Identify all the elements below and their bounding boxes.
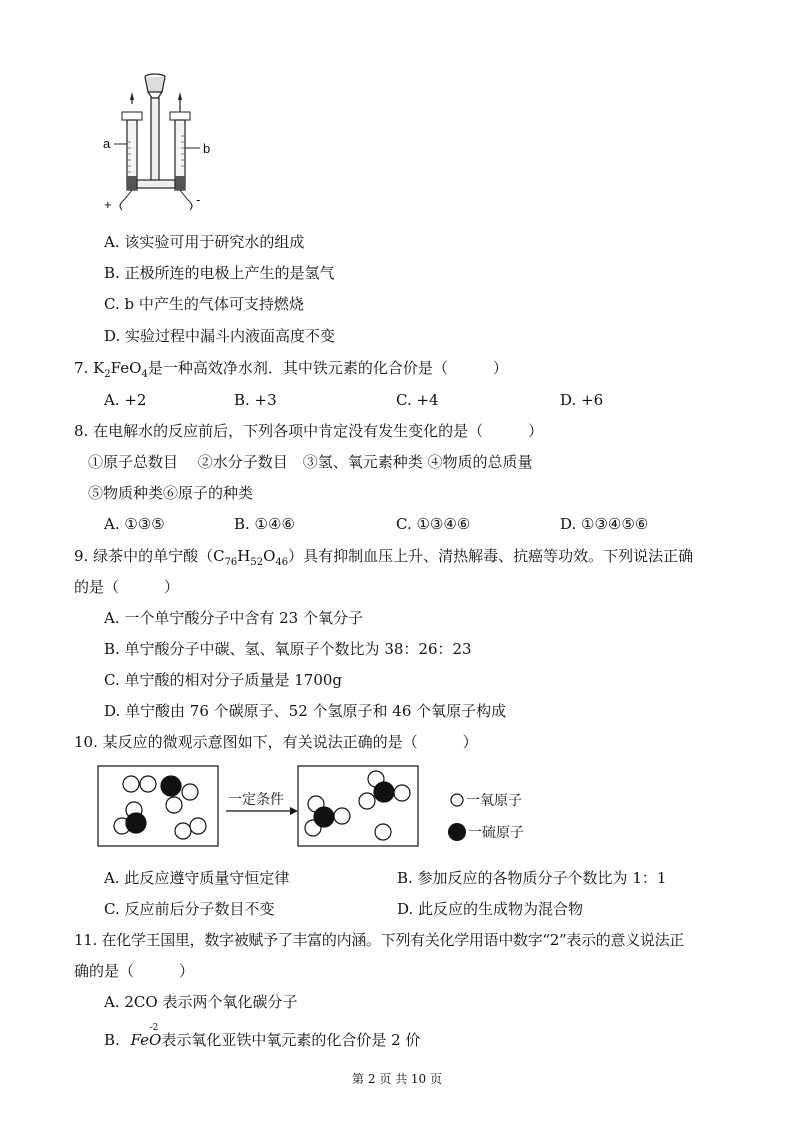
- legend-sulfur-marker: [448, 823, 466, 841]
- q11-stem-line1: 11. 在化学王国里，数字被赋予了丰富的内涵。下列有关化学用语中数字“2”表示的意义说法正: [74, 931, 685, 949]
- q7-option-b: B. +3: [234, 391, 277, 409]
- q10-option-a: A. 此反应遵守质量守恒定律: [104, 869, 290, 887]
- q9-stem-h: H: [237, 547, 251, 565]
- q9-sub-o: 46: [275, 557, 289, 568]
- q9-stem-line2: 的是（ ）: [74, 578, 180, 596]
- q9-sub-h: 52: [250, 557, 264, 568]
- q7-option-d: D. +6: [560, 391, 604, 409]
- q10-stem: 10. 某反应的微观示意图如下，有关说法正确的是（ ）: [74, 733, 478, 751]
- q11-stem-line2: 确的是（ ）: [74, 962, 195, 980]
- q9-sub-c: 76: [224, 557, 238, 568]
- reaction-condition-label: 一定条件: [228, 791, 284, 807]
- q8-option-d: D. ①③④⑤⑥: [560, 515, 649, 533]
- q6-option-a: A. 该实验可用于研究水的组成: [104, 233, 305, 251]
- q7-sub2: 4: [141, 369, 148, 380]
- q8-option-c: C. ①③④⑥: [396, 515, 471, 533]
- apparatus-label-plus: +: [104, 197, 112, 212]
- q10-option-b: B. 参加反应的各物质分子个数比为 1：1: [397, 869, 667, 887]
- apparatus-label-minus: -: [196, 192, 201, 207]
- q8-statements-line2: ⑤物质种类⑥原子的种类: [88, 484, 254, 502]
- q11-option-a: A. 2CO 表示两个氧化碳分子: [104, 993, 298, 1011]
- q9-option-d: D. 单宁酸由 76 个碳原子、52 个氢原子和 46 个氧原子构成: [104, 702, 507, 720]
- apparatus-label-b: b: [203, 141, 211, 156]
- q8-statements-line1: ①原子总数目 ②水分子数目 ③氢、氧元素种类 ④物质的总质量: [88, 453, 533, 471]
- q11-option-b: [104, 1023, 421, 1050]
- q7-stem-num: 7. K: [74, 359, 105, 377]
- apparatus-label-a: a: [103, 136, 111, 151]
- electrolysis-apparatus-figure: [96, 68, 226, 224]
- legend-oxygen-label: 一氧原子: [466, 792, 522, 808]
- q11-option-b-formula: FeO: [130, 1031, 162, 1049]
- page-footer: 第 2 页 共 10 页: [352, 1072, 442, 1086]
- q9-option-a: A. 一个单宁酸分子中含有 23 个氧分子: [104, 609, 363, 627]
- q7-option-a: A. +2: [104, 391, 147, 409]
- q6-option-c: C. b 中产生的气体可支持燃烧: [104, 295, 304, 313]
- q7-stem-mid: FeO: [110, 359, 142, 377]
- q6-option-d: D. 实验过程中漏斗内液面高度不变: [104, 327, 336, 345]
- q10-option-d: D. 此反应的生成物为混合物: [397, 900, 584, 918]
- q9-stem-a: 9. 绿茶中的单宁酸（C: [74, 547, 225, 565]
- q9-stem: [74, 546, 693, 573]
- legend-oxygen-marker: [451, 794, 463, 806]
- q11-option-b-formula-wrap: [130, 1023, 162, 1050]
- q7-stem: [74, 358, 508, 385]
- q11-option-b-charge: -2: [149, 1023, 159, 1033]
- q7-option-c: C. +4: [396, 391, 439, 409]
- q8-option-b: B. ①④⑥: [234, 515, 295, 533]
- reaction-micro-diagram: [96, 764, 556, 850]
- q11-option-b-text: 表示氧化亚铁中氧元素的化合价是 2 价: [161, 1031, 421, 1049]
- q7-stem-rest: 是一种高效净水剂．其中铁元素的化合价是（ ）: [147, 359, 508, 377]
- q11-option-b-prefix: B.: [104, 1031, 120, 1049]
- q7-sub1: 2: [104, 369, 111, 380]
- q10-option-c: C. 反应前后分子数目不变: [104, 900, 275, 918]
- q9-stem-b: ）具有抑制血压上升、清热解毒、抗癌等功效。下列说法正确: [288, 547, 694, 565]
- legend-sulfur-label: 一硫原子: [468, 824, 524, 840]
- q9-option-c: C. 单宁酸的相对分子质量是 1700g: [104, 671, 343, 689]
- q9-stem-o: O: [263, 547, 276, 565]
- q8-option-a: A. ①③⑤: [104, 515, 165, 533]
- q6-option-b: B. 正极所连的电极上产生的是氢气: [104, 264, 335, 282]
- q9-option-b: B. 单宁酸分子中碳、氢、氧原子个数比为 38：26：23: [104, 640, 472, 658]
- q8-stem: 8. 在电解水的反应前后，下列各项中肯定没有发生变化的是（ ）: [74, 422, 544, 440]
